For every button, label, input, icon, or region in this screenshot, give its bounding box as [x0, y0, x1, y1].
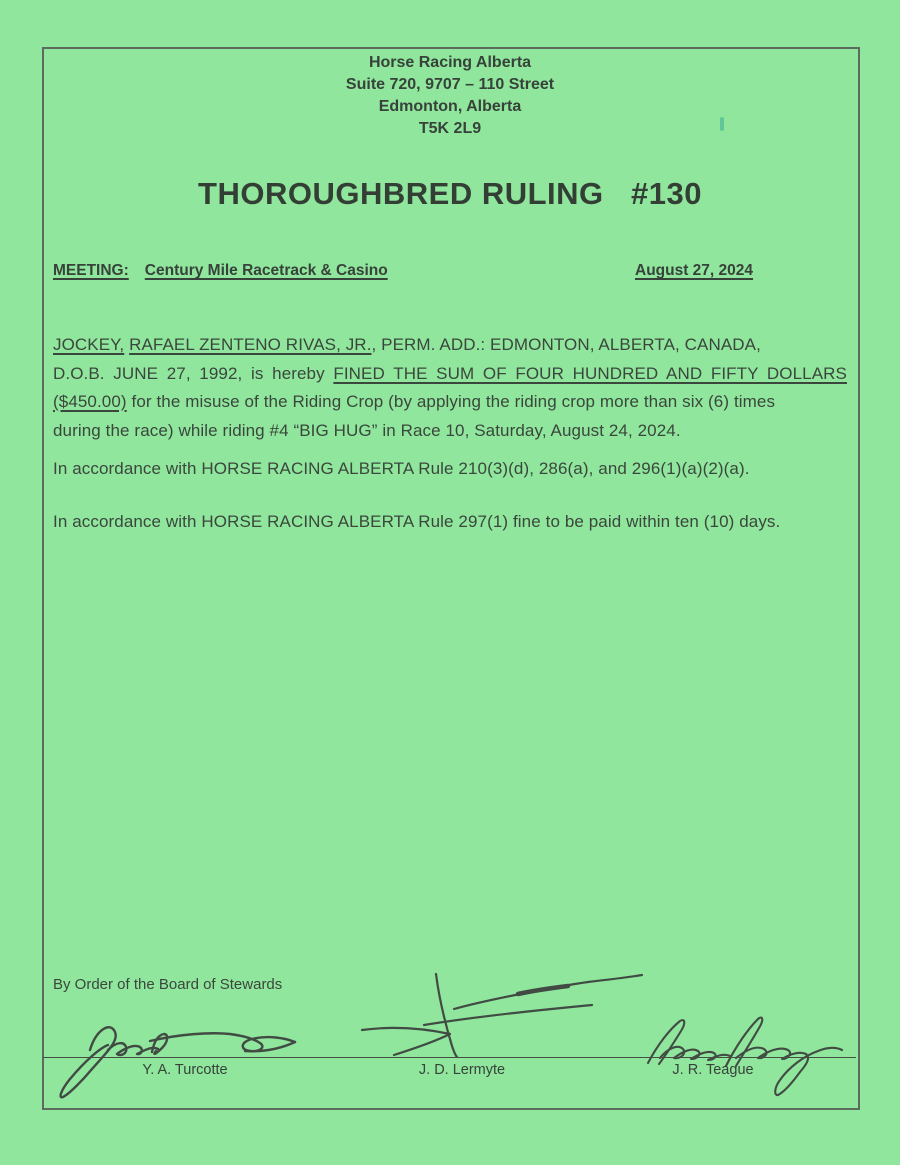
ruling-text: for the misuse of the Riding Crop (by applying the riding crop more than six (6) times [126, 392, 776, 411]
by-order-statement: By Order of the Board of Stewards [53, 976, 283, 993]
signature-line [43, 1057, 856, 1058]
rule-reference-paragraph-1: In accordance with HORSE RACING ALBERTA Rule 210(3)(d), 286(a), and 296(1)(a)(2)(a). [53, 459, 750, 478]
rule-reference-paragraph-2: In accordance with HORSE RACING ALBERTA Rule 297(1) fine to be paid within ten (10) days. [53, 512, 781, 531]
ruling-text: during the race) while riding #4 “BIG HUG” in Race 10, Saturday, August 24, 2024. [53, 420, 681, 440]
fine-statement: FINED THE SUM OF FOUR HUNDRED AND FIFTY DOLLARS [333, 363, 847, 383]
jockey-label: JOCKEY, [53, 335, 125, 354]
ruling-text: , PERM. ADD.: EDMONTON, ALBERTA, CANADA, [371, 335, 761, 354]
signatures-overlay [40, 958, 860, 1110]
signature-lermyte [362, 974, 642, 1057]
org-name: Horse Racing Alberta [368, 54, 532, 71]
document-title: THOROUGHBRED RULING #130 [198, 176, 702, 211]
ruling-text: D.O.B. JUNE 27, 1992, is hereby [53, 363, 334, 383]
ruling-line-2 [53, 360, 847, 389]
fine-amount: ($450.00) [53, 392, 127, 411]
signatory-name-teague: J. R. Teague [672, 1062, 754, 1078]
meeting-date: August 27, 2024 [635, 262, 754, 279]
org-city: Edmonton, Alberta [378, 98, 522, 115]
jockey-name: RAFAEL ZENTENO RIVAS, JR. [129, 335, 372, 354]
meeting-row [53, 262, 847, 280]
ruling-line-4 [53, 417, 847, 446]
ruling-line-3 [53, 388, 847, 417]
letterhead [0, 52, 900, 140]
org-postal-code: T5K 2L9 [418, 120, 482, 137]
meeting-label: MEETING: [53, 262, 129, 279]
signatory-name-lermyte: J. D. Lermyte [418, 1062, 506, 1078]
ruling-line-1 [53, 331, 847, 360]
org-address: Suite 720, 9707 – 110 Street [345, 76, 555, 93]
ruling-paragraph [53, 331, 847, 445]
meeting-venue: Century Mile Racetrack & Casino [144, 262, 388, 279]
signatory-name-turcotte: Y. A. Turcotte [142, 1062, 228, 1078]
